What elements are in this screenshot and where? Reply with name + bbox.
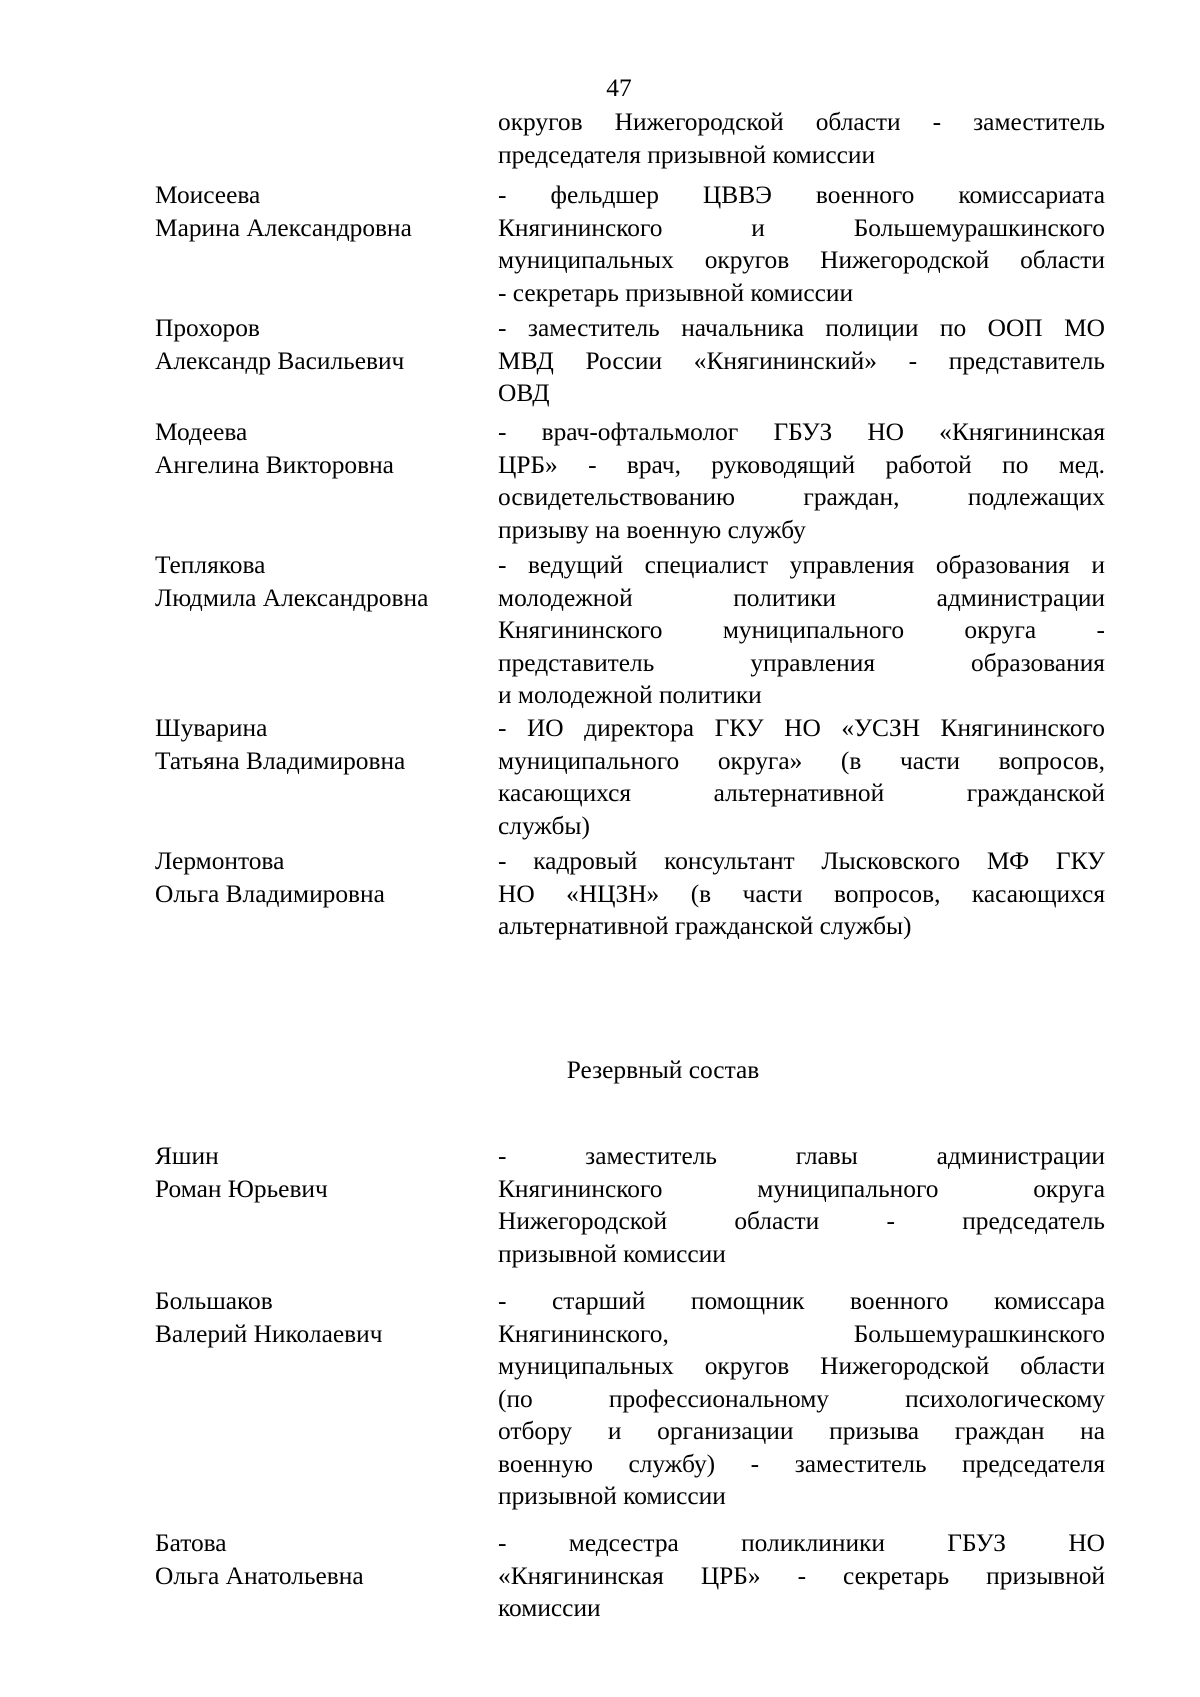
- role-line: - старший помощник военного комиссара: [498, 1287, 1105, 1315]
- role-line: комиссии: [498, 1594, 601, 1622]
- role-line: - секретарь призывной комиссии: [498, 278, 854, 307]
- entry-role: [498, 549, 1105, 712]
- surname: Большаков: [155, 1287, 273, 1315]
- given-names: Ольга Анатольевна: [155, 1561, 364, 1590]
- given-names: Ольга Владимировна: [155, 879, 385, 908]
- surname: Прохоров: [155, 314, 260, 342]
- entry-role: [498, 1285, 1105, 1513]
- reserve-section-title: Резервный состав: [566, 1056, 760, 1084]
- role-line: председателя призывной комиссии: [498, 140, 876, 169]
- given-names: Александр Васильевич: [155, 346, 405, 375]
- role-line: молодежной политики администрации: [498, 583, 1105, 612]
- entry-name: [155, 1285, 485, 1350]
- role-line: ЦРБ» - врач, руководящий работой по мед.: [498, 450, 1105, 479]
- given-names: Марина Александровна: [155, 213, 412, 242]
- entry-name: [155, 416, 485, 481]
- role-line: - фельдшер ЦВВЭ военного комиссариата: [498, 181, 1105, 209]
- role-line: службы): [498, 811, 590, 840]
- role-line: муниципальных округов Нижегородской области: [498, 246, 1105, 274]
- entry-role: [498, 1140, 1105, 1270]
- role-line: МВД России «Княгининский» - представитель: [498, 346, 1105, 375]
- role-line: призывной комиссии: [498, 1239, 726, 1268]
- role-line: ОВД: [498, 379, 550, 407]
- role-line: НО «НЦЗН» (в части вопросов, касающихся: [498, 879, 1105, 908]
- role-line: Княгининского и Большемурашкинского: [498, 213, 1105, 242]
- role-line: - заместитель главы администрации: [498, 1142, 1105, 1170]
- entry-name: [155, 549, 485, 614]
- surname: Яшин: [155, 1142, 219, 1170]
- entry-role: [498, 416, 1105, 546]
- role-line: отбору и организации призыва граждан на: [498, 1417, 1105, 1445]
- role-line: - врач-офтальмолог ГБУЗ НО «Княгининская: [498, 418, 1105, 446]
- entry-name: [155, 712, 485, 777]
- entry-name: [155, 1140, 485, 1205]
- role-line: призыву на военную службу: [498, 515, 806, 544]
- role-line: Нижегородской области - председатель: [498, 1207, 1105, 1235]
- surname: Моисеева: [155, 181, 261, 209]
- role-line: - заместитель начальника полиции по ООП МО: [498, 314, 1105, 342]
- role-line: - ведущий специалист управления образования и: [498, 551, 1105, 579]
- given-names: Валерий Николаевич: [155, 1319, 383, 1348]
- surname: Теплякова: [155, 551, 266, 579]
- entry-role: [498, 312, 1105, 410]
- entry-name: [155, 845, 485, 910]
- given-names: Людмила Александровна: [155, 583, 429, 612]
- role-line: альтернативной гражданской службы): [498, 912, 912, 940]
- given-names: Татьяна Владимировна: [155, 746, 406, 775]
- role-line: Княгининского, Большемурашкинского: [498, 1319, 1105, 1348]
- role-line: призывной комиссии: [498, 1482, 726, 1510]
- role-line: представитель управления образования: [498, 648, 1105, 677]
- role-line: - ИО директора ГКУ НО «УСЗН Княгининского: [498, 714, 1105, 742]
- entry-role: [498, 179, 1105, 309]
- given-names: Роман Юрьевич: [155, 1174, 328, 1203]
- entry-role: [498, 712, 1105, 842]
- role-line: - медсестра поликлиники ГБУЗ НО: [498, 1529, 1105, 1557]
- role-line: муниципального округа» (в части вопросов,: [498, 746, 1105, 775]
- role-line: (по профессиональному психологическому: [498, 1384, 1105, 1413]
- entry-role: [498, 1527, 1105, 1625]
- entry-role: [498, 845, 1105, 943]
- surname: Шуварина: [155, 714, 268, 742]
- role-line: «Княгининская ЦРБ» - секретарь призывной: [498, 1561, 1105, 1590]
- entry-name: [155, 179, 485, 244]
- role-line: и молодежной политики: [498, 681, 762, 709]
- surname: Модеева: [155, 418, 248, 446]
- role-line: Княгининского муниципального округа: [498, 1174, 1105, 1203]
- given-names: Ангелина Викторовна: [155, 450, 394, 479]
- entry-role: [498, 106, 1105, 171]
- role-line: касающихся альтернативной гражданской: [498, 779, 1105, 807]
- surname: Лермонтова: [155, 847, 285, 875]
- role-line: муниципальных округов Нижегородской области: [498, 1352, 1105, 1380]
- entry-name: [155, 312, 485, 377]
- role-line: освидетельствованию граждан, подлежащих: [498, 483, 1105, 511]
- role-line: округов Нижегородской области - заместитель: [498, 108, 1105, 136]
- entry-name: [155, 1527, 485, 1592]
- page-number: 47: [606, 74, 632, 102]
- role-line: - кадровый консультант Лысковского МФ ГКУ: [498, 847, 1105, 875]
- role-line: Княгининского муниципального округа -: [498, 616, 1105, 644]
- role-line: военную службу) - заместитель председателя: [498, 1449, 1105, 1478]
- surname: Батова: [155, 1529, 227, 1557]
